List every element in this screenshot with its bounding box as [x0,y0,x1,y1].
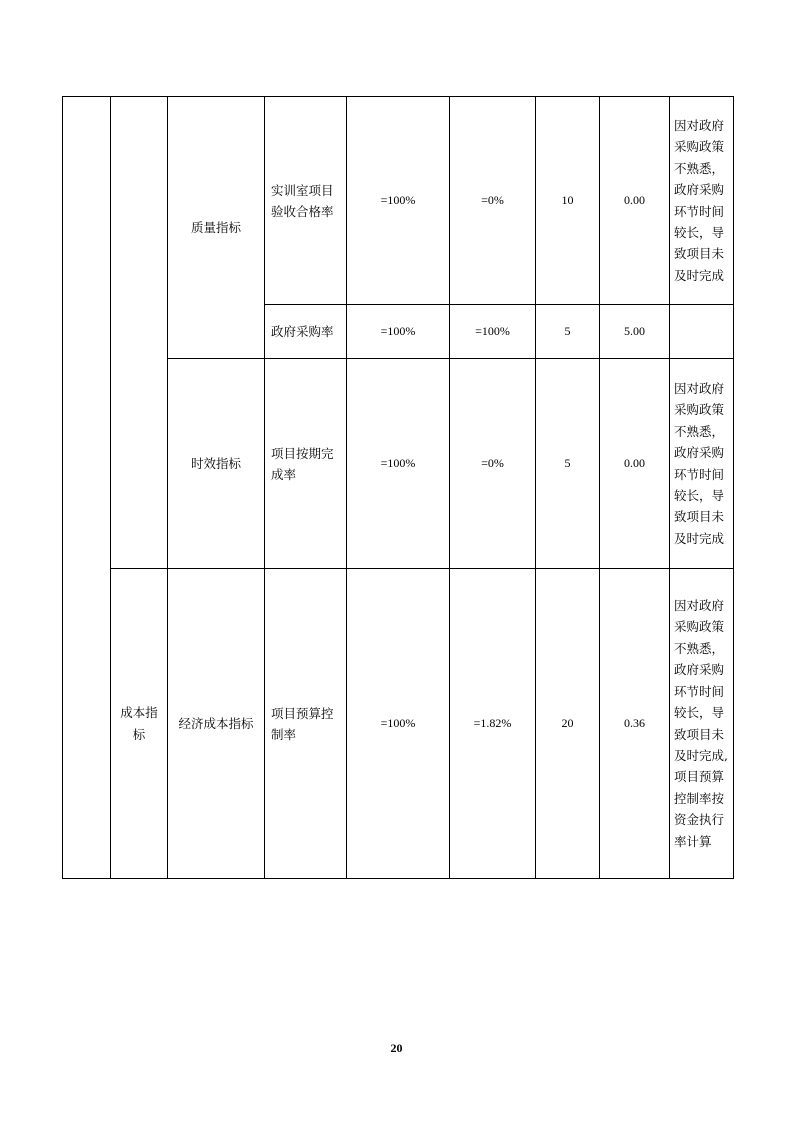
level1-category-cell [111,97,168,569]
target-value-cell: =100% [347,97,450,305]
deviation-note-cell [670,305,734,359]
target-value-cell: =100% [347,569,450,879]
actual-value-cell: =1.82% [450,569,536,879]
level2-category-cell: 经济成本指标 [168,569,265,879]
indicator-name-cell: 政府采购率 [265,305,347,359]
target-value-cell: =100% [347,359,450,569]
score-cell: 5.00 [600,305,670,359]
weight-cell: 20 [536,569,600,879]
indicator-name-cell: 项目按期完成率 [265,359,347,569]
indicator-name-cell: 实训室项目验收合格率 [265,97,347,305]
indicator-name-cell: 项目预算控制率 [265,569,347,879]
deviation-note-cell: 因对政府采购政策不熟悉，政府采购环节时间较长，导致项目未及时完成,项目预算控制率按资金执行率计算 [670,569,734,879]
score-cell: 0.00 [600,97,670,305]
actual-value-cell: =0% [450,97,536,305]
level1-category-cell: 成本指标 [111,569,168,879]
score-cell: 0.00 [600,359,670,569]
level0-category-cell [63,97,111,879]
actual-value-cell: =0% [450,359,536,569]
weight-cell: 5 [536,359,600,569]
table-row [63,569,734,879]
page-number: 20 [390,1041,403,1055]
actual-value-cell: =100% [450,305,536,359]
weight-cell: 5 [536,305,600,359]
performance-indicator-table [62,96,734,879]
target-value-cell: =100% [347,305,450,359]
level2-category-cell: 时效指标 [168,359,265,569]
score-cell: 0.36 [600,569,670,879]
table-row [63,97,734,305]
deviation-note-cell: 因对政府采购政策不熟悉，政府采购环节时间较长，导致项目未及时完成 [670,97,734,305]
deviation-note-cell: 因对政府采购政策不熟悉，政府采购环节时间较长，导致项目未及时完成 [670,359,734,569]
level2-category-cell: 质量指标 [168,97,265,359]
weight-cell: 10 [536,97,600,305]
